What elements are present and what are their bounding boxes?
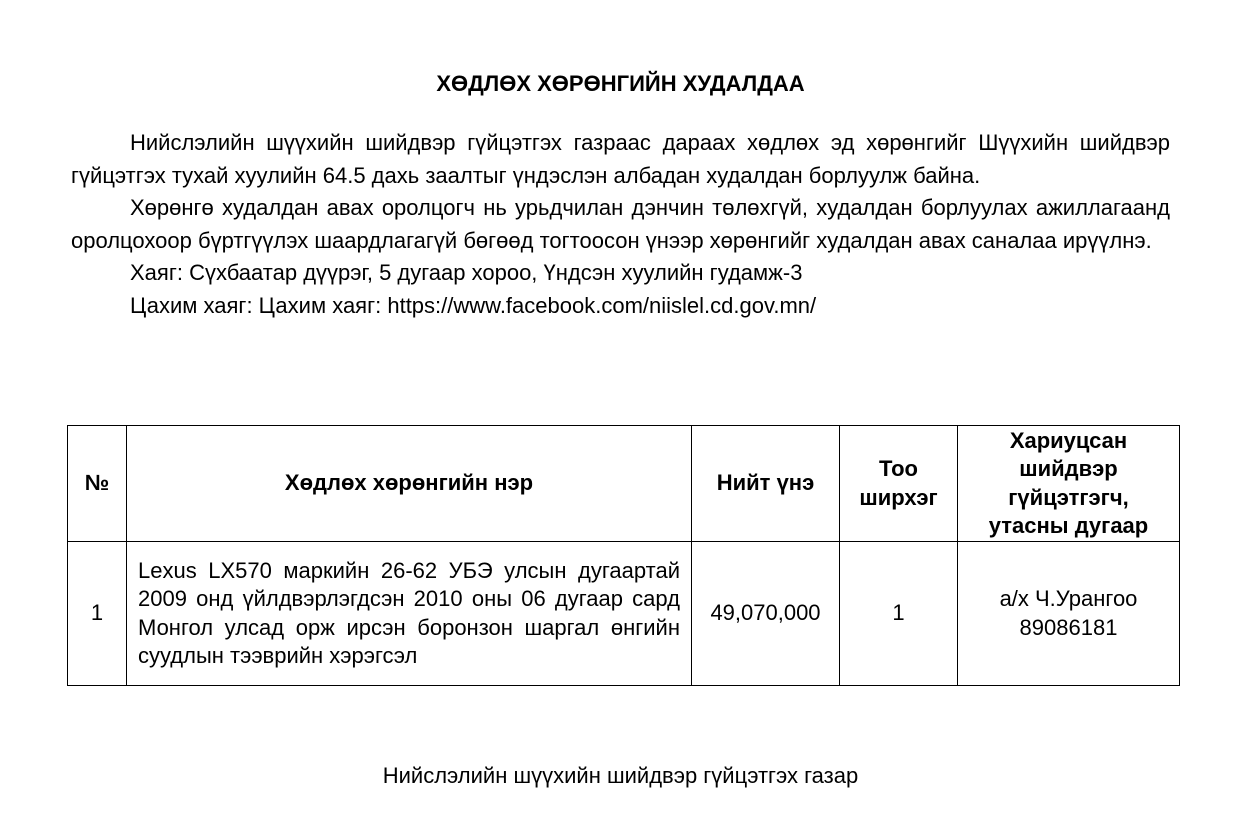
header-responsible-officer: Хариуцсан шийдвэр гүйцэтгэгч, утасны дугаар: [958, 426, 1180, 542]
table-header-row: [68, 426, 1180, 542]
paragraph-sale-notice: Нийслэлийн шүүхийн шийдвэр гүйцэтгэх газраас дараах хөдлөх эд хөрөнгийг Шүүхийн шийдвэр гүйцэтгэх тухай хуулийн 64.5 дахь заалтыг үндэслэн албадан худалдан борлуулж байна.: [71, 130, 1170, 188]
row-quantity: 1: [840, 542, 958, 686]
row-number: 1: [68, 542, 127, 686]
header-number: №: [68, 426, 127, 542]
address-line: Хаяг: Сүхбаатар дүүрэг, 5 дугаар хороо, Үндсэн хуулийн гудамж-3: [130, 260, 803, 286]
announcement-body: [71, 127, 1170, 323]
header-quantity: Тоо ширхэг: [840, 426, 958, 542]
row-responsible-officer: [958, 542, 1180, 686]
asset-table: [67, 425, 1180, 686]
row-asset-name: Lexus LX570 маркийн 26-62 УБЭ улсын дугаартай 2009 онд үйлдвэрлэгдсэн 2010 оны 06 дугаар сард Монгол улсад орж ирсэн боронзон шаргал өнгийн суудлын тээврийн хэрэгсэл: [127, 542, 692, 686]
web-address-line: Цахим хаяг: Цахим хаяг: https://www.facebook.com/niislel.cd.gov.mn/: [130, 292, 817, 318]
table-row: [68, 542, 1180, 686]
officer-phone: 89086181: [1019, 614, 1118, 640]
row-total-price: 49,070,000: [692, 542, 840, 686]
paragraph-bidding-terms: Хөрөнгө худалдан авах оролцогч нь урьдчилан дэнчин төлөхгүй, худалдан борлуулах ажиллагаанд оролцохоор бүртгүүлэх шаардлагагүй бөгөөд тогтоосон үнээр хөрөнгийг худалдан авах саналаа ирүүлнэ.: [71, 195, 1170, 253]
issuing-authority: Нийслэлийн шүүхийн шийдвэр гүйцэтгэх газар: [382, 763, 859, 788]
document-title: ХӨДЛӨХ ХӨРӨНГИЙН ХУДАЛДАА: [436, 71, 805, 96]
officer-name: а/х Ч.Урангоо: [999, 586, 1138, 611]
header-total-price: Нийт үнэ: [692, 426, 840, 542]
header-asset-name: Хөдлөх хөрөнгийн нэр: [127, 426, 692, 542]
